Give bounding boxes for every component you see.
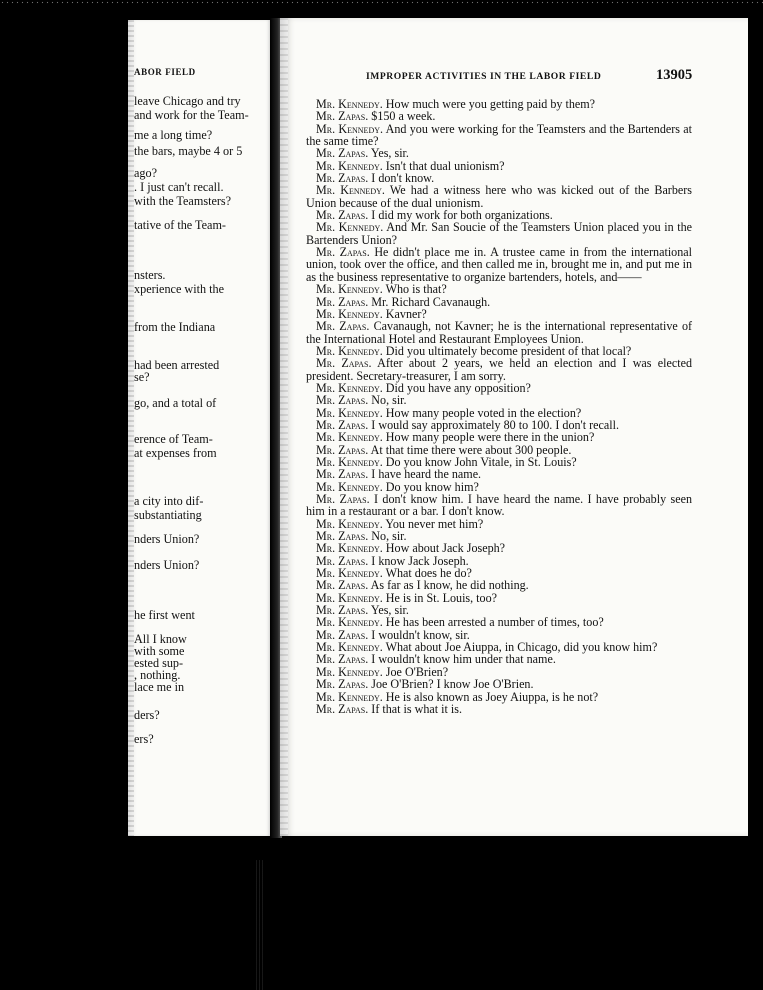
speaker-label: Mr. Zapas. (316, 109, 369, 124)
speech-text: At that time there were about 300 people. (368, 442, 572, 457)
speaker-label: Mr. Zapas. (316, 393, 369, 408)
speech-text: As far as I know, he did nothing. (368, 578, 529, 593)
left-running-head: ABOR FIELD (134, 67, 196, 77)
speaker-label: Mr. Zapas. (316, 245, 370, 260)
speaker-label: Mr. Kennedy. (316, 590, 383, 605)
scan-artifact (256, 860, 264, 990)
speaker-label: Mr. Zapas. (316, 529, 369, 544)
speech-text: What does he do? (382, 566, 472, 581)
left-text-line: xperience with the (134, 282, 225, 296)
speech-text: Did you have any opposition? (382, 380, 531, 395)
speaker-label: Mr. Zapas. (316, 171, 369, 186)
left-text-line: erence of Team- (134, 432, 213, 446)
speaker-label: Mr. Kennedy. (316, 566, 383, 581)
transcript-text (306, 98, 692, 715)
speech-text: I don't know him. I have heard the name. I have probably seen him in a restaurant or a bar. I don't know. (306, 492, 692, 519)
speech-text: He didn't place me in. A trustee came in from the international union, took over the office, and then called me in, brought me in, and put me in as the business representative to organize bartenders, hotels, and—— (306, 245, 693, 284)
speaker-label: Mr. Kennedy. (316, 343, 383, 358)
speech-text: Who is that? (382, 282, 447, 297)
left-text-line: he first went (134, 608, 195, 622)
speaker-label: Mr. Zapas. (316, 652, 369, 667)
speaker-label: Mr. Zapas. (316, 356, 372, 371)
speech-text: Cavanaugh, not Kavner; he is the international representative of the International Hotel and Restaurant Employees Union. (306, 319, 693, 346)
left-text-line: from the Indiana (134, 320, 216, 334)
speaker-label: Mr. Kennedy. (316, 306, 383, 321)
speaker-label: Mr. Kennedy. (316, 282, 383, 297)
speech-text: Yes, sir. (368, 603, 409, 618)
speech-text: Joe O'Brien? (382, 664, 449, 679)
speech-text: No, sir. (368, 393, 407, 408)
speaker-label: Mr. Kennedy. (316, 516, 383, 531)
left-text-line: with the Teamsters? (134, 194, 232, 208)
speech-text: After about 2 years, we held an election and I was elected president. Secretary-treasurer, I am sorry. (306, 356, 692, 383)
speaker-label: Mr. Kennedy. (316, 664, 383, 679)
left-text-line: . I just can't recall. (134, 180, 224, 194)
speaker-label: Mr. Kennedy. (316, 220, 384, 235)
transcript-paragraph (306, 221, 692, 246)
speech-text: If that is what it is. (368, 701, 462, 716)
speech-text: I would say approximately 80 to 100. I don't recall. (368, 417, 619, 432)
left-text-line: me a long time? (134, 128, 213, 142)
left-text-line: with some (134, 644, 185, 658)
speaker-label: Mr. Kennedy. (316, 405, 383, 420)
speaker-label: Mr. Kennedy. (316, 121, 384, 136)
speech-text: He is also known as Joey Aiuppa, is he not? (382, 689, 599, 704)
speaker-label: Mr. Kennedy. (316, 183, 385, 198)
speaker-label: Mr. Kennedy. (316, 158, 383, 173)
transcript-paragraph (306, 123, 692, 148)
document-page (280, 18, 748, 836)
speech-text: How much were you getting paid by them? (382, 97, 596, 111)
left-text-line: a city into dif- (134, 494, 204, 508)
speaker-label: Mr. Zapas. (316, 701, 369, 716)
speaker-label: Mr. Zapas. (316, 603, 369, 618)
left-text-line: nders Union? (134, 558, 200, 572)
speech-text: And you were working for the Teamsters and the Bartenders at the same time? (306, 121, 692, 149)
left-text-line: All I know (134, 632, 187, 646)
speaker-label: Mr. Zapas. (316, 442, 369, 457)
speaker-label: Mr. Zapas. (316, 578, 369, 593)
speech-text: We had a witness here who was kicked out of the Barbers Union because of the dual unionism. (306, 183, 692, 210)
speaker-label: Mr. Zapas. (316, 294, 369, 309)
left-text-line: leave Chicago and try (134, 94, 241, 108)
previous-page-strip (128, 20, 270, 836)
speech-text: Joe O'Brien? I know Joe O'Brien. (368, 677, 534, 692)
speaker-label: Mr. Zapas. (316, 417, 369, 432)
speech-text: Kavner? (382, 306, 427, 321)
speaker-label: Mr. Kennedy. (316, 541, 383, 556)
speech-text: I did my work for both organizations. (368, 208, 553, 223)
speech-text: Do you know John Vitale, in St. Louis? (382, 454, 577, 469)
speech-text: I have heard the name. (368, 467, 482, 482)
transcript-paragraph (306, 703, 692, 715)
transcript-paragraph (306, 320, 692, 345)
left-text-line: , nothing. (134, 668, 181, 682)
speech-text: What about Joe Aiuppa, in Chicago, did you know him? (382, 640, 658, 655)
left-text-line: and work for the Team- (134, 108, 249, 122)
speech-text: Do you know him? (382, 479, 479, 494)
speech-text: How many people were there in the union? (382, 430, 595, 445)
speech-text: How many people voted in the election? (382, 405, 582, 420)
speech-text: How about Jack Joseph? (382, 541, 506, 556)
scan-artifact (0, 0, 763, 6)
left-text-line: nders Union? (134, 532, 200, 546)
transcript-paragraph (306, 357, 692, 382)
speaker-label: Mr. Zapas. (316, 146, 369, 161)
speaker-label: Mr. Kennedy. (316, 454, 383, 469)
left-text-line: tative of the Team- (134, 218, 226, 232)
speaker-label: Mr. Zapas. (316, 492, 370, 506)
transcript-paragraph (306, 493, 692, 518)
speech-text: Isn't that dual unionism? (382, 158, 505, 173)
speaker-label: Mr. Kennedy. (316, 97, 383, 111)
left-text-line: go, and a total of (134, 396, 217, 410)
transcript-paragraph (306, 184, 692, 209)
left-text-line: ers? (134, 732, 154, 746)
left-text-line: the bars, maybe 4 or 5 (134, 144, 243, 158)
speaker-label: Mr. Kennedy. (316, 380, 383, 395)
transcript-paragraph (306, 246, 692, 283)
speaker-label: Mr. Kennedy. (316, 615, 383, 630)
page-number: 13905 (656, 67, 693, 83)
speaker-label: Mr. Kennedy. (316, 640, 383, 655)
left-text-line: ago? (134, 166, 158, 180)
speech-text: I don't know. (368, 171, 435, 186)
speech-text: Did you ultimately become president of that local? (382, 343, 632, 358)
speech-text: He is in St. Louis, too? (382, 590, 497, 605)
speech-text: Yes, sir. (368, 146, 409, 161)
speaker-label: Mr. Zapas. (316, 208, 369, 223)
speech-text: He has been arrested a number of times, too? (382, 615, 604, 630)
speaker-label: Mr. Kennedy. (316, 430, 383, 445)
left-text-line: at expenses from (134, 446, 217, 460)
speaker-label: Mr. Kennedy. (316, 689, 383, 704)
speech-text: I wouldn't know, sir. (368, 627, 470, 642)
speech-text: No, sir. (368, 529, 407, 544)
left-text-line: nsters. (134, 268, 166, 282)
speech-text: $150 a week. (368, 109, 436, 124)
left-text-line: had been arrested (134, 358, 220, 372)
left-text-line: substantiating (134, 508, 202, 522)
speaker-label: Mr. Zapas. (316, 467, 369, 482)
speech-text: Mr. Richard Cavanaugh. (368, 294, 491, 309)
speech-text: And Mr. San Soucie of the Teamsters Union placed you in the Bartenders Union? (306, 220, 693, 247)
speech-text: You never met him? (382, 516, 484, 531)
left-text-line: ested sup- (134, 656, 184, 670)
page-edge (280, 18, 288, 836)
left-text-line: lace me in (134, 680, 185, 694)
speaker-label: Mr. Zapas. (316, 677, 369, 692)
speaker-label: Mr. Kennedy. (316, 479, 383, 494)
running-head: IMPROPER ACTIVITIES IN THE LABOR FIELD (366, 71, 602, 82)
speech-text: I wouldn't know him under that name. (368, 652, 556, 667)
speaker-label: Mr. Zapas. (316, 319, 370, 334)
speech-text: I know Jack Joseph. (368, 553, 469, 568)
speaker-label: Mr. Zapas. (316, 627, 369, 642)
left-text-line: ders? (134, 708, 160, 722)
speaker-label: Mr. Zapas. (316, 553, 369, 568)
left-text-line: se? (134, 370, 150, 384)
